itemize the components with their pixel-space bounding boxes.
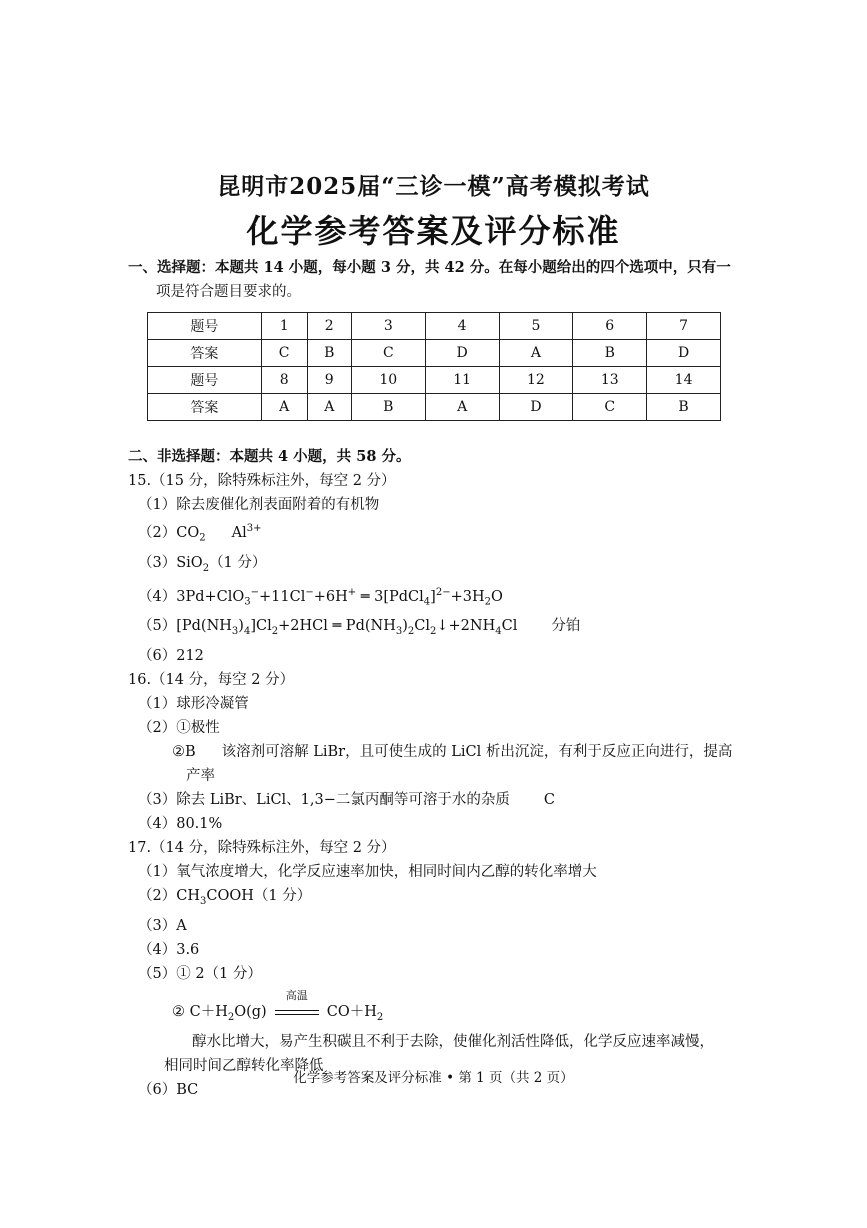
subscript: 2 bbox=[430, 626, 437, 638]
subscript: 4 bbox=[243, 626, 251, 638]
q15-part3 bbox=[128, 551, 748, 581]
row-label: 答案 bbox=[148, 394, 262, 421]
answer-text: （3）除去 LiBr、LiCl、1,3−二氯丙酮等可溶于水的杂质 bbox=[138, 792, 510, 809]
q17-part6: （6）BC bbox=[138, 1082, 199, 1098]
question-number: 10 bbox=[351, 367, 425, 394]
row-label: 题号 bbox=[148, 313, 262, 340]
formula-text: +11Cl bbox=[259, 588, 306, 605]
q17-part5-equation bbox=[128, 989, 748, 1030]
formula-text: +2HCl ═ Pd(NH bbox=[278, 618, 396, 635]
row-label: 题号 bbox=[148, 367, 262, 394]
answer-cell: C bbox=[351, 340, 425, 367]
answer-cell: B bbox=[573, 340, 647, 367]
formula-text: ↓+2NH bbox=[436, 618, 496, 635]
question-number: 12 bbox=[499, 367, 573, 394]
q17-part1: （1）氧气浓度增大，化学反应速率加快，相同时间内乙醇的转化率增大 bbox=[138, 864, 597, 881]
formula-text: ② C＋H bbox=[172, 1004, 228, 1021]
formula-text: （2）CO bbox=[138, 524, 200, 541]
formula-text: CO＋H bbox=[326, 1004, 377, 1021]
answer-cell: D bbox=[425, 340, 499, 367]
section-1-text-cont: 项是符合题目要求的。 bbox=[156, 284, 301, 300]
question-number: 8 bbox=[261, 367, 307, 394]
score-note: （1 分） bbox=[209, 554, 267, 571]
table-row bbox=[148, 394, 721, 421]
q15-part1: （1）除去废催化剂表面附着的有机物 bbox=[138, 497, 380, 513]
answer-cell: D bbox=[647, 340, 721, 367]
subscript: 2 bbox=[271, 626, 279, 638]
q17-part3: （3）A bbox=[138, 918, 187, 935]
question-number: 13 bbox=[573, 367, 647, 394]
q16-part3 bbox=[128, 788, 748, 812]
subscript: 4 bbox=[495, 626, 502, 638]
superscript: + bbox=[347, 586, 357, 598]
answer-cell: B bbox=[351, 394, 425, 421]
answer-table bbox=[147, 312, 721, 421]
formula-text: +6H bbox=[313, 588, 348, 605]
q17-part4: （4）3.6 bbox=[138, 942, 200, 959]
question-number: 1 bbox=[261, 313, 307, 340]
question-number: 5 bbox=[499, 313, 573, 340]
formula-text: ) bbox=[238, 618, 244, 635]
answer-text: 分铂 bbox=[551, 618, 581, 635]
formula-text: Al bbox=[231, 524, 247, 541]
superscript: 2− bbox=[435, 586, 451, 598]
subscript: 3 bbox=[395, 626, 403, 638]
q16-part4: （4）80.1% bbox=[138, 816, 223, 833]
q16-part2b-cont: 产率 bbox=[186, 768, 215, 785]
superscript: − bbox=[250, 586, 260, 598]
q15-part4 bbox=[128, 581, 748, 615]
question-number: 4 bbox=[425, 313, 499, 340]
formula-text: COOH（1 分） bbox=[206, 888, 312, 905]
document-title: 化学参考答案及评分标准 bbox=[246, 212, 621, 250]
answer-cell: B bbox=[647, 394, 721, 421]
question-number: 6 bbox=[573, 313, 647, 340]
superscript: 3+ bbox=[246, 523, 262, 534]
q15-part6: （6）212 bbox=[138, 648, 204, 665]
formula-text: O bbox=[491, 588, 503, 605]
subscript: 2 bbox=[227, 1012, 235, 1023]
formula-text: O(g) bbox=[234, 1004, 267, 1021]
question-number: 7 bbox=[647, 313, 721, 340]
question-number: 9 bbox=[307, 367, 351, 394]
q15-part2 bbox=[128, 517, 748, 551]
answer-cell: A bbox=[261, 394, 307, 421]
answer-cell: C bbox=[573, 394, 647, 421]
question-number: 2 bbox=[307, 313, 351, 340]
answer-text: C bbox=[543, 792, 556, 809]
subscript: 2 bbox=[376, 1012, 384, 1023]
subscript: 3 bbox=[199, 896, 207, 908]
answer-text: ②B bbox=[172, 744, 196, 761]
q16-part2: （2）①极性 bbox=[138, 720, 220, 737]
reaction-condition-arrow bbox=[273, 989, 321, 1024]
section-1-text: 一、选择题：本题共 14 小题，每小题 3 分，共 42 分。在每小题给出的四个选项中，只有一 bbox=[128, 259, 731, 276]
superscript: − bbox=[305, 586, 314, 598]
q17-part5-explanation: 醇水比增大，易产生积碳且不利于去除，使催化剂活性降低，化学反应速率减慢， bbox=[192, 1034, 714, 1050]
answer-cell: A bbox=[307, 394, 351, 421]
formula-text: +3H bbox=[450, 588, 485, 605]
question-number: 3 bbox=[351, 313, 425, 340]
formula-text: （3）SiO bbox=[138, 554, 203, 571]
answer-cell: A bbox=[425, 394, 499, 421]
reaction-condition: 高温 bbox=[285, 989, 308, 1003]
formula-text: ═ 3[PdCl bbox=[356, 588, 424, 605]
q17-part5: （5）① 2（1 分） bbox=[138, 966, 262, 983]
answer-cell: B bbox=[307, 340, 351, 367]
q16-part1: （1）球形冷凝管 bbox=[138, 696, 249, 713]
explanation-text: 该溶剂可溶解 LiBr，且可使生成的 LiCl 析出沉淀，有利于反应正向进行，提高 bbox=[221, 744, 733, 761]
formula-text: ] bbox=[430, 588, 436, 605]
section-2-heading: 二、非选择题：本题共 4 小题，共 58 分。 bbox=[128, 448, 411, 465]
subscript: 3 bbox=[244, 596, 251, 608]
q15-heading: 15.（15 分，除特殊标注外，每空 2 分） bbox=[128, 473, 396, 489]
question-number: 11 bbox=[425, 367, 499, 394]
subscript: 2 bbox=[407, 626, 415, 638]
row-label: 答案 bbox=[148, 340, 262, 367]
q15-part5 bbox=[128, 614, 748, 644]
table-row bbox=[148, 367, 721, 394]
formula-text: Cl bbox=[414, 618, 430, 635]
formula-text: ]Cl bbox=[250, 618, 272, 635]
table-row bbox=[148, 313, 721, 340]
subscript: 2 bbox=[199, 532, 206, 544]
q16-part2b bbox=[128, 740, 748, 764]
answer-cell: D bbox=[499, 394, 573, 421]
table-row bbox=[148, 340, 721, 367]
q17-part5-explanation-cont: 相同时间乙醇转化率降低 bbox=[164, 1058, 324, 1074]
answer-cell: C bbox=[261, 340, 307, 367]
formula-text: （4）3Pd+ClO bbox=[138, 588, 245, 605]
answer-cell: A bbox=[499, 340, 573, 367]
formula-text: ) bbox=[402, 618, 408, 635]
exam-title: 昆明市2025届“三诊一模”高考模拟考试 bbox=[217, 173, 650, 200]
section-1-heading bbox=[128, 255, 748, 305]
question-number: 14 bbox=[647, 367, 721, 394]
formula-text: Cl bbox=[501, 618, 518, 635]
subscript: 4 bbox=[423, 596, 431, 608]
subscript: 2 bbox=[202, 562, 210, 574]
page-footer: 化学参考答案及评分标准 • 第 1 页（共 2 页） bbox=[293, 1070, 574, 1086]
formula-text: （2）CH bbox=[138, 888, 200, 905]
answers-body bbox=[128, 445, 748, 1102]
subscript: 2 bbox=[484, 596, 491, 608]
q16-heading: 16.（14 分，每空 2 分） bbox=[128, 672, 295, 689]
formula-text: （5）[Pd(NH bbox=[138, 618, 232, 635]
q17-heading: 17.（14 分，除特殊标注外，每空 2 分） bbox=[128, 840, 396, 857]
subscript: 3 bbox=[231, 626, 239, 638]
q17-part2 bbox=[128, 884, 748, 914]
